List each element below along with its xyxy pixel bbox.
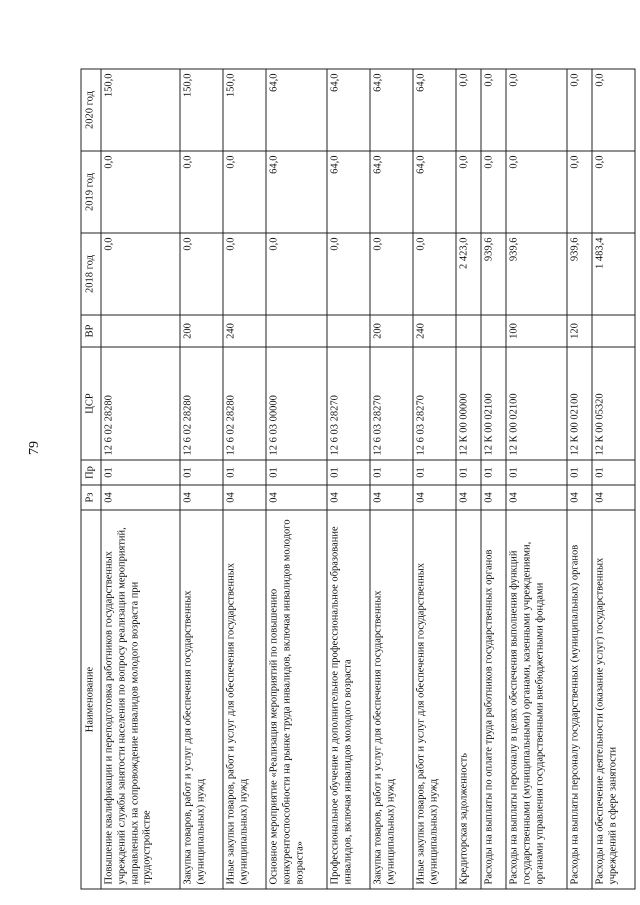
cell-rz: 04 bbox=[591, 485, 634, 510]
cell-pr: 01 bbox=[101, 460, 180, 485]
cell-2019: 0,0 bbox=[480, 151, 505, 233]
cell-pr: 01 bbox=[265, 460, 326, 485]
cell-2019: 64,0 bbox=[412, 151, 455, 233]
cell-vr: 200 bbox=[179, 315, 222, 347]
cell-2020: 64,0 bbox=[326, 69, 369, 151]
table-row bbox=[591, 69, 634, 889]
cell-2018: 2 423,0 bbox=[455, 233, 480, 315]
cell-name: Иные закупки товаров, работ и услуг для обеспечения государственных (муниципальных) нужд bbox=[222, 510, 265, 889]
cell-2018: 0,0 bbox=[222, 233, 265, 315]
cell-csr: 12 6 02 28280 bbox=[101, 347, 180, 460]
header-pr: Пр bbox=[81, 460, 101, 485]
cell-2019: 0,0 bbox=[222, 151, 265, 233]
cell-csr: 12 6 02 28280 bbox=[179, 347, 222, 460]
cell-2019: 0,0 bbox=[505, 151, 566, 233]
table-row bbox=[179, 69, 222, 889]
cell-2018: 939,6 bbox=[505, 233, 566, 315]
table-row bbox=[101, 69, 180, 889]
cell-2020: 0,0 bbox=[480, 69, 505, 151]
cell-csr: 12 6 03 28270 bbox=[326, 347, 369, 460]
cell-vr bbox=[101, 315, 180, 347]
table-body bbox=[101, 69, 635, 889]
cell-2020: 0,0 bbox=[591, 69, 634, 151]
header-name: Наименование bbox=[81, 510, 101, 889]
table-row bbox=[222, 69, 265, 889]
rotated-table-wrapper bbox=[80, 69, 635, 889]
cell-name: Расходы на обеспечение деятельности (оказание услуг) государственных учреждений в сфере занятости bbox=[591, 510, 634, 889]
cell-vr: 240 bbox=[412, 315, 455, 347]
cell-csr: 12 6 02 28280 bbox=[222, 347, 265, 460]
header-rz: Рз bbox=[81, 485, 101, 510]
cell-name: Кредиторская задолженность bbox=[455, 510, 480, 889]
cell-pr: 01 bbox=[505, 460, 566, 485]
cell-2018: 0,0 bbox=[412, 233, 455, 315]
cell-vr bbox=[480, 315, 505, 347]
cell-2019: 0,0 bbox=[101, 151, 180, 233]
cell-name: Расходы на выплаты персоналу в целях обеспечения выполнения функций государственными (муниципальными) органами, казенными учреждениями, органами управления государственными внебюджетными фондами bbox=[505, 510, 566, 889]
cell-csr: 12 К 00 02100 bbox=[480, 347, 505, 460]
cell-vr bbox=[265, 315, 326, 347]
cell-vr: 200 bbox=[369, 315, 412, 347]
cell-2019: 64,0 bbox=[265, 151, 326, 233]
cell-2020: 150,0 bbox=[101, 69, 180, 151]
cell-csr: 12 К 00 05320 bbox=[591, 347, 634, 460]
page-number: 79 bbox=[27, 441, 42, 455]
cell-vr bbox=[326, 315, 369, 347]
table-header bbox=[81, 69, 101, 889]
cell-name: Закупка товаров, работ и услуг для обеспечения государственных (муниципальных) нужд bbox=[179, 510, 222, 889]
cell-pr: 01 bbox=[369, 460, 412, 485]
cell-csr: 12 6 03 00000 bbox=[265, 347, 326, 460]
cell-pr: 01 bbox=[412, 460, 455, 485]
cell-rz: 04 bbox=[455, 485, 480, 510]
cell-pr: 01 bbox=[566, 460, 591, 485]
header-2018: 2018 год bbox=[81, 233, 101, 315]
cell-rz: 04 bbox=[505, 485, 566, 510]
table-row bbox=[566, 69, 591, 889]
cell-2020: 64,0 bbox=[412, 69, 455, 151]
cell-2020: 64,0 bbox=[369, 69, 412, 151]
cell-2019: 0,0 bbox=[566, 151, 591, 233]
table-row bbox=[455, 69, 480, 889]
cell-name: Расходы на выплаты по оплате труда работников государственных органов bbox=[480, 510, 505, 889]
cell-2020: 0,0 bbox=[566, 69, 591, 151]
cell-vr: 240 bbox=[222, 315, 265, 347]
cell-2018: 939,6 bbox=[566, 233, 591, 315]
cell-rz: 04 bbox=[101, 485, 180, 510]
cell-name: Основное мероприятие «Реализация мероприятий по повышению конкурентоспособности на рынке труда инвалидов, включая инвалидов молодого возраста» bbox=[265, 510, 326, 889]
budget-table bbox=[80, 68, 635, 889]
cell-name: Расходы на выплаты персоналу государственных (муниципальных) органов bbox=[566, 510, 591, 889]
header-csr: ЦСР bbox=[81, 347, 101, 460]
cell-csr: 12 К 00 00000 bbox=[455, 347, 480, 460]
cell-rz: 04 bbox=[369, 485, 412, 510]
cell-2020: 64,0 bbox=[265, 69, 326, 151]
cell-2020: 150,0 bbox=[222, 69, 265, 151]
header-2019: 2019 год bbox=[81, 151, 101, 233]
cell-rz: 04 bbox=[222, 485, 265, 510]
cell-rz: 04 bbox=[326, 485, 369, 510]
cell-name: Иные закупки товаров, работ и услуг для обеспечения государственных (муниципальных) нужд bbox=[412, 510, 455, 889]
cell-2019: 0,0 bbox=[455, 151, 480, 233]
cell-2018: 939,6 bbox=[480, 233, 505, 315]
cell-pr: 01 bbox=[326, 460, 369, 485]
cell-rz: 04 bbox=[179, 485, 222, 510]
cell-vr: 100 bbox=[505, 315, 566, 347]
cell-csr: 12 6 03 28270 bbox=[412, 347, 455, 460]
cell-pr: 01 bbox=[455, 460, 480, 485]
table-row bbox=[480, 69, 505, 889]
cell-csr: 12 К 00 02100 bbox=[566, 347, 591, 460]
cell-csr: 12 6 03 28270 bbox=[369, 347, 412, 460]
cell-2020: 0,0 bbox=[455, 69, 480, 151]
cell-2020: 0,0 bbox=[505, 69, 566, 151]
cell-pr: 01 bbox=[179, 460, 222, 485]
cell-rz: 04 bbox=[412, 485, 455, 510]
table-row bbox=[505, 69, 566, 889]
cell-2019: 0,0 bbox=[179, 151, 222, 233]
cell-csr: 12 К 00 02100 bbox=[505, 347, 566, 460]
cell-2019: 0,0 bbox=[591, 151, 634, 233]
cell-name: Закупка товаров, работ и услуг для обеспечения государственных (муниципальных) нужд bbox=[369, 510, 412, 889]
cell-rz: 04 bbox=[265, 485, 326, 510]
cell-2018: 0,0 bbox=[265, 233, 326, 315]
table-row bbox=[326, 69, 369, 889]
cell-vr bbox=[455, 315, 480, 347]
cell-pr: 01 bbox=[480, 460, 505, 485]
cell-name: Повышение квалификации и переподготовка работников государственных учреждений службы занятости населения по вопросу реализации мероприятий, направленных на сопровождение инвалидов молодого возраста при трудоустройстве bbox=[101, 510, 180, 889]
cell-rz: 04 bbox=[566, 485, 591, 510]
cell-2018: 0,0 bbox=[101, 233, 180, 315]
table-row bbox=[369, 69, 412, 889]
cell-2020: 150,0 bbox=[179, 69, 222, 151]
header-vr: ВР bbox=[81, 315, 101, 347]
cell-vr: 120 bbox=[566, 315, 591, 347]
cell-name: Профессиональное обучение и дополнительное профессиональное образование инвалидов, включая инвалидов молодого возраста bbox=[326, 510, 369, 889]
cell-2019: 64,0 bbox=[326, 151, 369, 233]
header-2020: 2020 год bbox=[81, 69, 101, 151]
cell-rz: 04 bbox=[480, 485, 505, 510]
cell-vr bbox=[591, 315, 634, 347]
cell-2018: 0,0 bbox=[326, 233, 369, 315]
cell-2019: 64,0 bbox=[369, 151, 412, 233]
cell-2018: 0,0 bbox=[369, 233, 412, 315]
table-row bbox=[265, 69, 326, 889]
table-row bbox=[412, 69, 455, 889]
cell-2018: 0,0 bbox=[179, 233, 222, 315]
cell-pr: 01 bbox=[591, 460, 634, 485]
cell-2018: 1 483,4 bbox=[591, 233, 634, 315]
cell-pr: 01 bbox=[222, 460, 265, 485]
